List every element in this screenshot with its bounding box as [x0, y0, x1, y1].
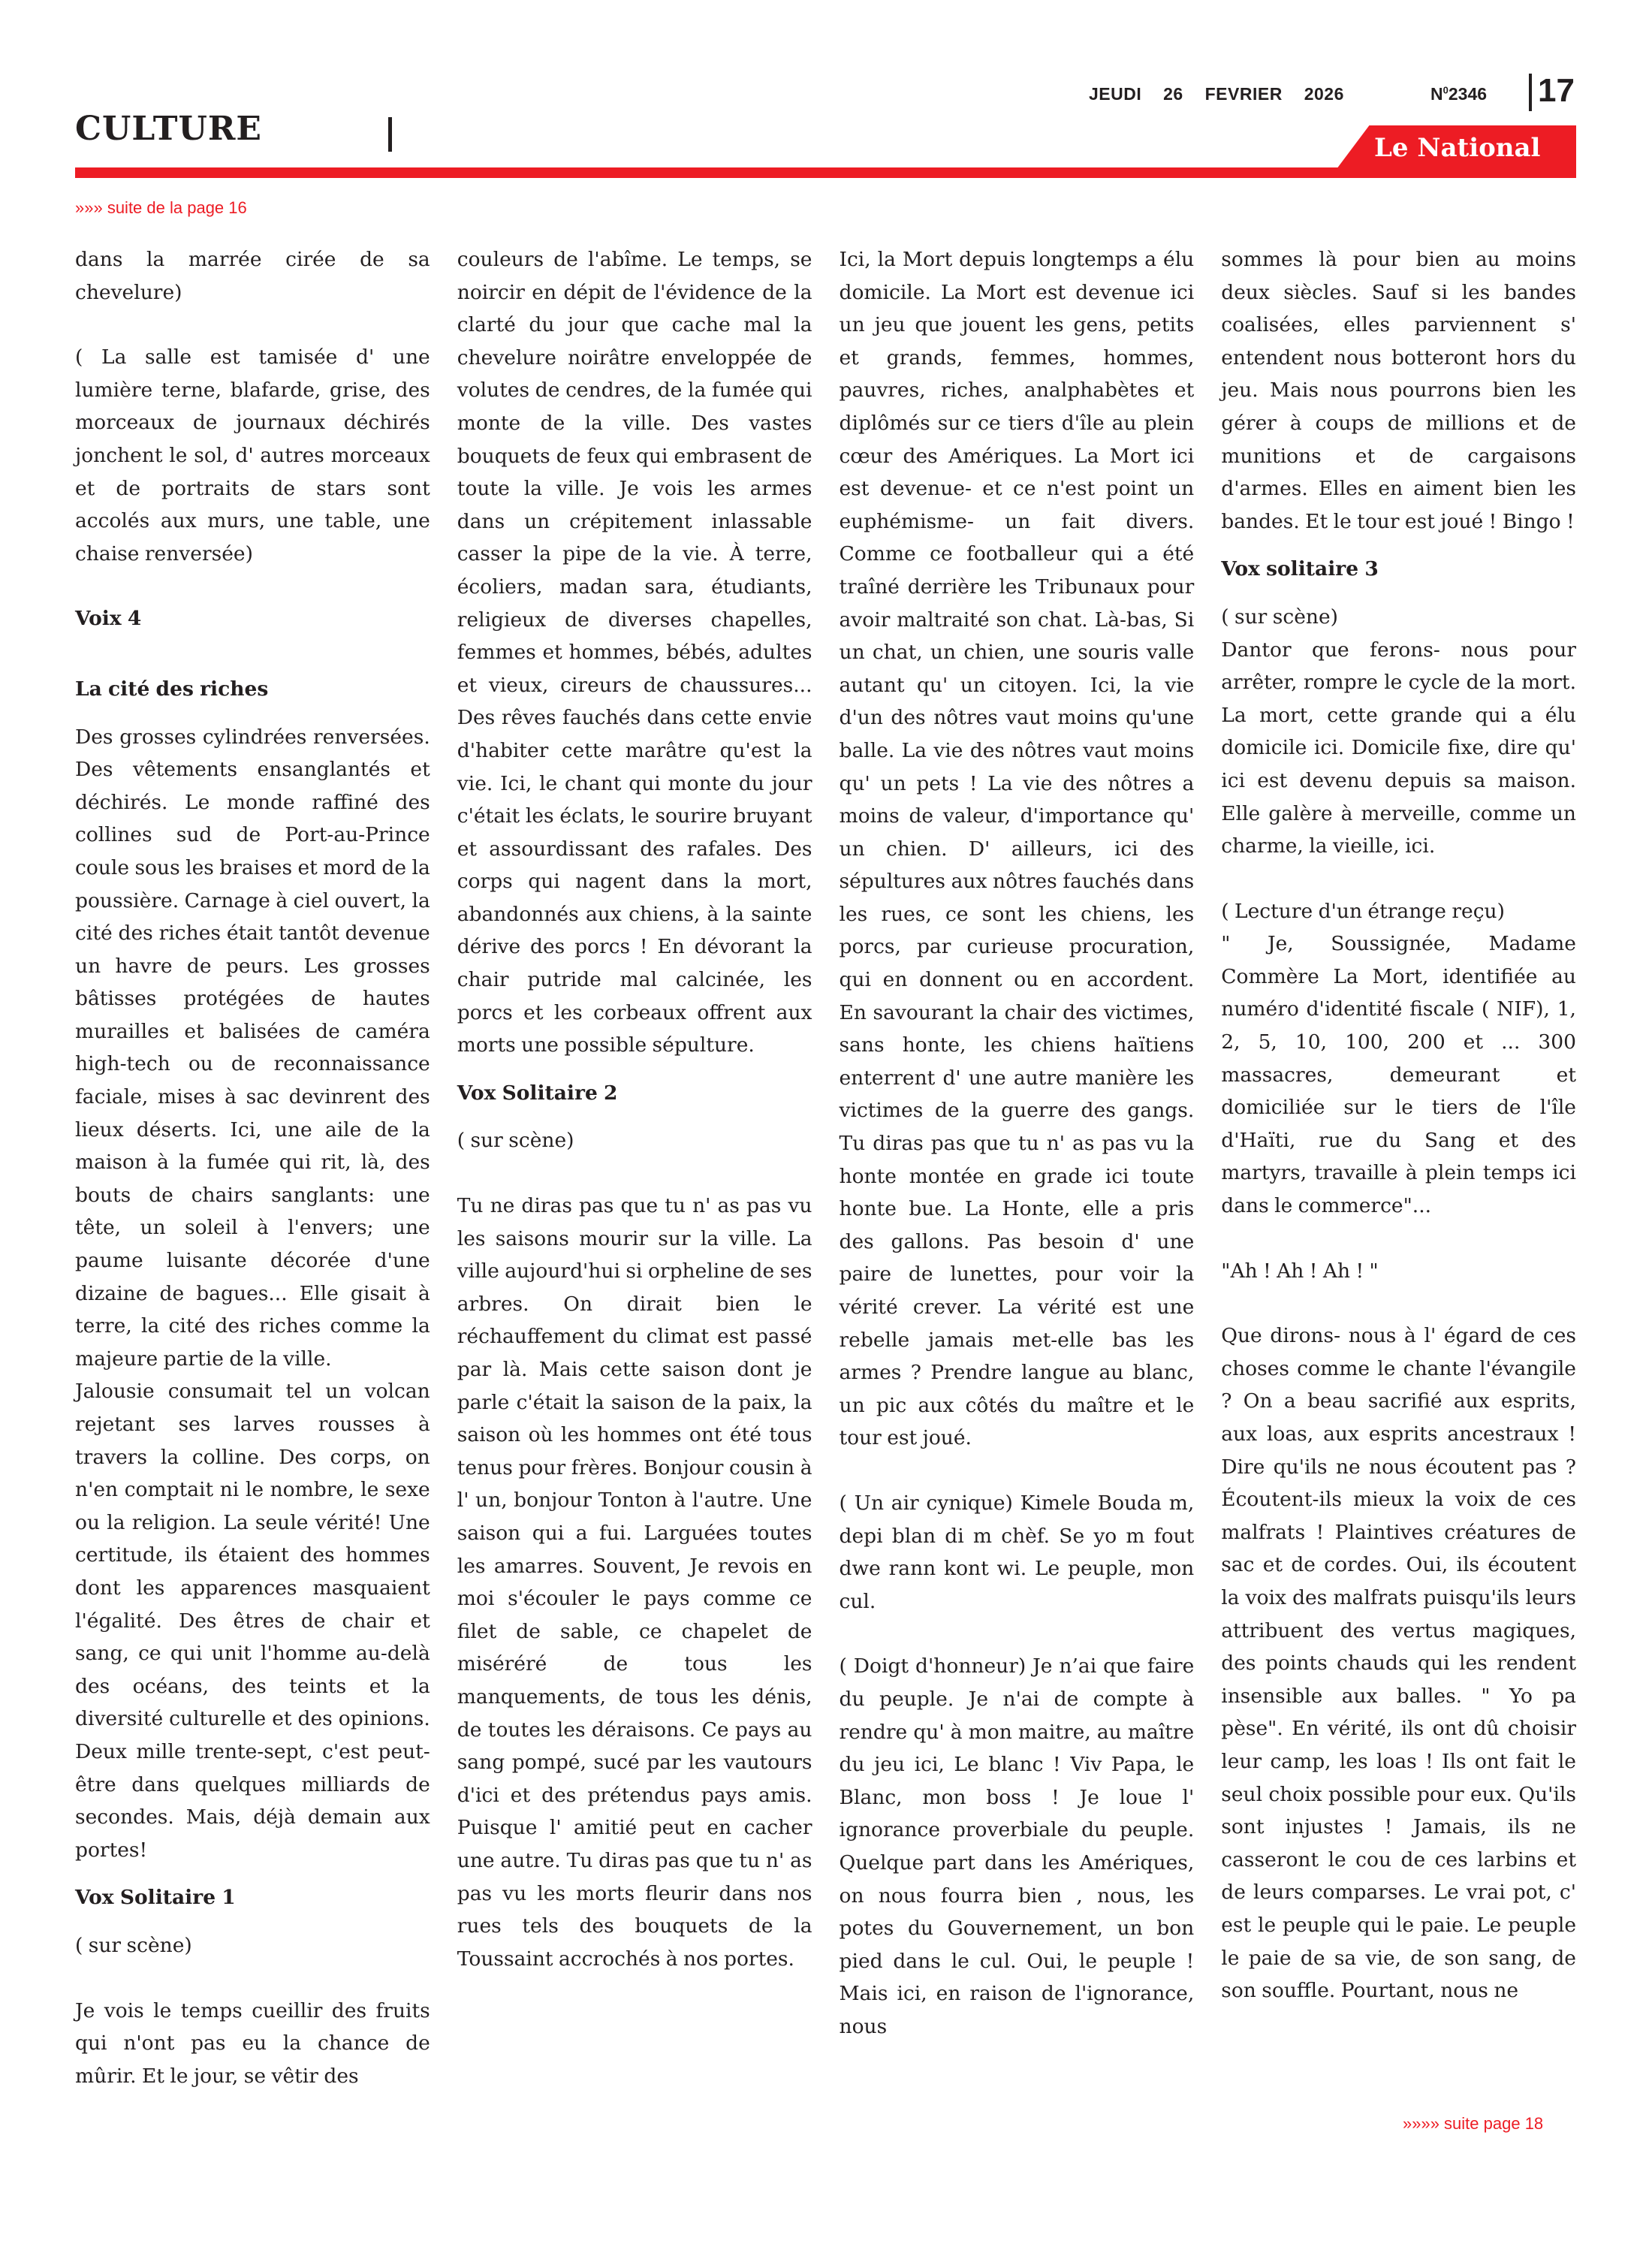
section-title: CULTURE [75, 110, 262, 148]
paragraph: ( sur scène) [75, 1933, 192, 1957]
paragraph: couleurs de l'abîme. Le temps, se noircir en dépit de l'évidence de la clarté du jour que cache mal la chevelure noirâtre enveloppée de volutes de cendres, de la fumée qui monte de la ville. Des vastes bouquets de feux qui embrasent de toute la ville. Je vois les armes dans un crépitement inlassable casser la pipe de la vie. À terre, écoliers, madan sara, étudiants, religieux de diverses chapelles, femmes et hommes, bébés, adultes et vieux, cireurs de chaussures... Des rêves fauchés dans cette envie d'habiter cette marâtre qu'est la vie. Ici, le chant qui monte du jour c'était les éclats, le sourire bruyant et assourdissant des rafales. Des corps qui nagent dans la mort, abandonnés aux chiens, à la sainte dérive des porcs ! En dévorant la chair putride mal calcinée, les porcs et les corbeaux offrent aux morts une possible sépulture. [457, 248, 812, 1057]
issue-value: 2346 [1448, 84, 1488, 104]
speaker-heading: Vox Solitaire 1 [75, 1886, 236, 1910]
paragraph: " Je, Soussignée, Madame Commère La Mort, identifiée au numéro d'identité fiscale ( NIF), 1, 2, 5, 10, 100, 200 et ... 300 massacres, demeurant et domiciliée sur le tiers de l'île d'Haïti, rue du Sang et des martyrs, travaille à plein temps ici dans le commerce"... [1221, 932, 1576, 1218]
article-body [75, 243, 1576, 2106]
speaker-heading: Vox Solitaire 2 [457, 1081, 618, 1105]
speaker-heading: Voix 4 [75, 607, 142, 631]
date-weekday: JEUDI [1089, 84, 1142, 104]
paragraph: ( sur scène) [457, 1129, 574, 1153]
continued-from-link: »»» suite de la page 16 [75, 198, 247, 217]
date-day: 26 [1163, 84, 1183, 104]
paragraph: "Ah ! Ah ! Ah ! " [1221, 1259, 1379, 1283]
speaker-heading: Vox solitaire 3 [1221, 557, 1379, 581]
paragraph: ( sur scène) [1221, 605, 1338, 629]
paragraph: Je vois le temps cueillir des fruits qui n'ont pas eu la chance de mûrir. Et le jour, se vêtir des [75, 1998, 430, 2088]
continued-to-link: »»»» suite page 18 [1403, 2114, 1544, 2133]
column-2 [457, 243, 812, 2106]
paragraph: Que dirons- nous à l' égard de ces choses comme le chante l'évangile ? On a beau sacrifié aux esprits, aux loas, aux esprits ancestraux ! Dire qu'ils ne nous écoutent pas ? Écoutent-ils mieux la voix de ces malfrats ! Plaintives créatures de sac et de cordes. Oui, ils écoutent la voix des malfrats puisqu'ils leurs attribuent des vertus magiques, des points chauds qui les rendent insensible aux balles. " Yo pa pèse". En vérité, ils ont dû choisir leur camp, les loas ! Ils ont fait le seul choix possible pour eux. Qu'ils sont injustes ! Jamais, ils ne casseront le cou de ces larbins et de leurs comparses. Le vrai pot, c' est le peuple qui le paie. Le peuple le paie de sa vie, de son sang, de son souffle. Pourtant, nous ne [1221, 1324, 1576, 2003]
column-1 [75, 243, 430, 2106]
date-month: FEVRIER [1204, 84, 1283, 104]
date-year: 2026 [1304, 84, 1344, 104]
column-4 [1221, 243, 1576, 2106]
paragraph: ( Lecture d'un étrange reçu) [1221, 899, 1505, 923]
issue-prefix: N [1430, 84, 1443, 104]
paragraph: Jalousie consumait tel un volcan rejetant ses larves rousses à travers la colline. Des corps, on n'en comptait ni le nombre, le sexe ou la religion. La seule vérité! Une certitude, ils étaient des hommes dont les apparences masquaient l'égalité. Des êtres de chair et sang, ce qui unit l'homme au-delà des océans, des teints et la diversité culturelle et des opinions. Deux mille trente-sept, c'est peut-être dans quelques milliards de secondes. Mais, déjà demain aux portes! [75, 1380, 430, 1862]
speaker-heading: La cité des riches [75, 677, 269, 701]
paragraph: Dantor que ferons- nous pour arrêter, rompre le cycle de la mort. La mort, cette grande qui a élu domicile ici. Domicile fixe, dire qu' ici est devenu depuis sa maison. Elle galère à merveille, comme un charme, la vieille, ici. [1221, 638, 1576, 858]
paragraph: Des grosses cylindrées renversées. Des vêtements ensanglantés et déchirés. Le monde raffiné des collines sud de Port-au-Prince coule sous les braises et mord de la poussière. Carnage à ciel ouvert, la cité des riches était tantôt devenue un havre de peurs. Les grosses bâtisses protégées de hautes murailles et balisées de caméra high-tech ou de reconnaissance faciale, mises à sac devinrent des lieux déserts. Ici, une aile de la maison à la fumée qui rit, là, des bouts de chairs sanglants: une tête, un soleil à l'envers; une paume luisante décorée d'une dizaine de bagues... Elle gisait à terre, la cité des riches comme la majeure partie de la ville. [75, 725, 430, 1371]
column-3 [840, 243, 1195, 2106]
publication-date [1089, 84, 1361, 104]
paragraph: sommes là pour bien au moins deux siècles. Sauf si les bandes coalisées, elles parviennent s' entendent nous botteront hors du jeu. Mais nous pourrons bien les gérer à coups de millions et de munitions et de cargaisons d'armes. Elles en aiment bien les bandes. Et le tour est joué ! Bingo ! [1221, 248, 1576, 533]
paragraph: ( La salle est tamisée d' une lumière terne, blafarde, grise, des morceaux de journaux déchirés jonchent le sol, d' autres morceaux et de portraits de stars sont accolés aux murs, une table, une chaise renversée) [75, 345, 430, 566]
paragraph: Ici, la Mort depuis longtemps a élu domicile. La Mort est devenue ici un jeu que jouent les gens, petits et grands, femmes, hommes, pauvres, riches, analphabètes et diplômés sur ce tiers d'île au plein cœur des Amériques. La Mort ici est devenue- et ce n'est point un euphémisme- un fait divers. Comme ce footballeur qui a été traîné derrière les Tribunaux pour avoir maltraité son chat. Là-bas, Si un chat, un chien, une souris valle autant qu' un citoyen. Ici, la vie d'un des nôtres vaut moins qu'une balle. La vie des nôtres vaut moins qu' un pets ! La vie des nôtres a moins de valeur, d'importance qu' un chien. D' ailleurs, ici des sépultures aux nôtres fauchés dans les rues, ce sont les chiens, les porcs, par curieuse procuration, qui en donnent ou en accordent. En savourant la chair des victimes, sans honte, les chiens haïtiens enterrent d' une autre manière les victimes de la guerre des gangs. Tu diras pas que tu n' as pas vu la honte montée en grade ici toute honte bue. La Honte, elle a pris des gallons. Pas besoin d' une paire de lunettes, pour voir la vérité crever. La vérité est une rebelle jamais met-elle bas les armes ? Prendre langue au blanc, un pic aux côtés du maître et le tour est joué. [839, 248, 1195, 1450]
issue-number [1430, 84, 1487, 104]
paragraph: dans la marrée cirée de sa chevelure) [75, 248, 430, 304]
page-number: 17 [1538, 72, 1575, 109]
newspaper-brand: Le National [1374, 133, 1541, 163]
paragraph: Tu ne diras pas que tu n' as pas vu les saisons mourir sur la ville. La ville aujourd'hui si orpheline de ses arbres. On dirait bien le réchauffement du climat est passé par là. Mais cette saison dont je parle c'était la saison de la paix, la saison où les hommes ont été tous tenus pour frères. Bonjour cousin à l' un, bonjour Tonton à l'autre. Une saison qui a fui. Larguées toutes les amarres. Souvent, Je revois en moi s'écouler le pays comme ce filet de sable, ce chapelet de miséréré de tous les manquements, de tous les dénis, de toutes les déraisons. Ce pays au sang pompé, sucé par les vautours d'ici et des prétendus pays amis. Puisque l' amitié peut en cacher une autre. Tu diras pas que tu n' as pas vu les morts fleurir dans nos rues tels des bouquets de la Toussaint accrochés à nos portes. [457, 1194, 812, 1971]
header-divider [1529, 74, 1532, 111]
section-divider [388, 117, 392, 152]
paragraph: ( Un air cynique) Kimele Bouda m, depi blan di m chèf. Se yo m fout dwe rann kont wi. Le peuple, mon cul. [839, 1491, 1195, 1613]
issue-sup: 0 [1442, 84, 1449, 96]
paragraph: ( Doigt d'honneur) Je n’ai que faire du peuple. Je n'ai de compte à rendre qu' à mon maitre, au maître du jeu ici, Le blanc ! Viv Papa, le Blanc, mon boss ! Je loue l' ignorance proverbiale du peuple. Quelque part dans les Amériques, on nous fourra bien , nous, les potes du Gouvernement, un bon pied dans le cul. Oui, le peuple ! Mais ici, en raison de l'ignorance, nous [839, 1654, 1195, 2038]
